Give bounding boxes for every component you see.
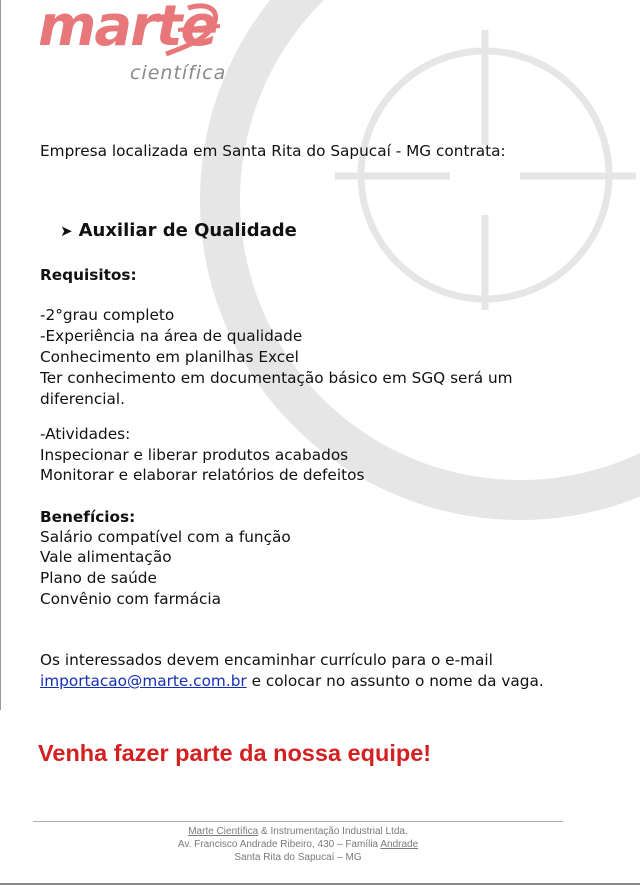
footer	[33, 825, 563, 864]
requirement-item: diferencial.	[40, 390, 125, 408]
position-title	[60, 220, 297, 241]
arrow-bullet-icon: ➤	[60, 222, 73, 240]
benefit-item: Salário compatível com a função	[40, 528, 291, 546]
marte-logo	[38, 0, 228, 92]
footer-address-main: Av. Francisco Andrade Ribeiro, 430 – Família	[177, 839, 381, 850]
bottom-border	[0, 883, 640, 885]
footer-city: Santa Rita do Sapucaí – MG	[234, 852, 362, 863]
logo-swoosh-icon	[38, 0, 228, 70]
footer-address	[33, 838, 563, 851]
footer-company-link: Marte Científica	[188, 826, 259, 837]
requirement-item: Ter conhecimento em documentação básico em SGQ será um	[40, 369, 513, 387]
intro-text: Empresa localizada em Santa Rita do Sapucaí - MG contrata:	[40, 142, 506, 160]
benefit-item: Convênio com farmácia	[40, 590, 221, 608]
footer-company	[33, 825, 563, 838]
requirement-item: -Experiência na área de qualidade	[40, 327, 303, 345]
apply-subject-text: e colocar no assunto o nome da vaga.	[251, 672, 544, 690]
call-to-action: Venha fazer parte da nossa equipe!	[38, 740, 432, 766]
requirement-item: -2°grau completo	[40, 306, 175, 324]
apply-instructions: Os interessados devem encaminhar currículo para o e-mail	[40, 651, 493, 669]
footer-company-rest: & Instrumentação Industrial Ltda.	[258, 826, 408, 837]
activity-item: Inspecionar e liberar produtos acabados	[40, 446, 349, 464]
activities-heading: -Atividades:	[40, 425, 131, 443]
benefit-item: Plano de saúde	[40, 569, 157, 587]
footer-divider	[33, 821, 563, 822]
benefits-heading: Benefícios:	[40, 508, 136, 526]
apply-email-line	[40, 671, 544, 692]
logo-subtitle: científica	[130, 62, 227, 84]
requirement-item: Conhecimento em planilhas Excel	[40, 348, 299, 366]
activity-item: Monitorar e elaborar relatórios de defeitos	[40, 466, 365, 484]
benefit-item: Vale alimentação	[40, 548, 172, 566]
logo-wordmark: marte	[38, 0, 217, 59]
footer-address-underlined: Andrade	[380, 839, 419, 850]
position-title-text: Auxiliar de Qualidade	[78, 220, 297, 241]
requirements-heading: Requisitos:	[40, 266, 137, 284]
email-link[interactable]: importacao@marte.com.br	[40, 672, 247, 690]
